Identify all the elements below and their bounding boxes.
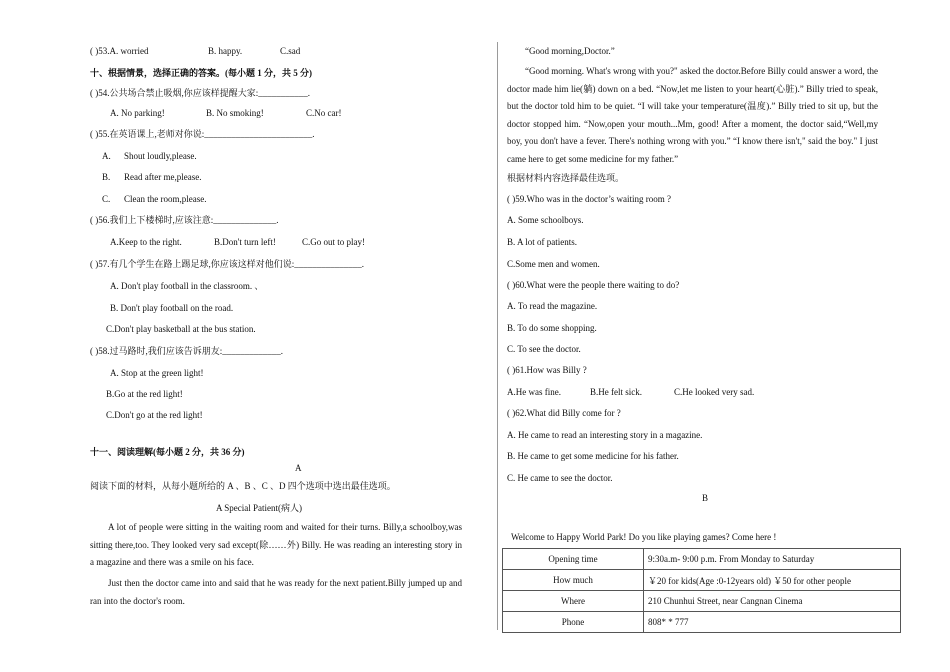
q55-option-a-text: Shout loudly,please.	[124, 151, 197, 161]
q60-stem: ( )60.What were the people there waiting to do?	[507, 280, 680, 290]
table-row	[503, 570, 901, 591]
park-info-table	[502, 548, 901, 633]
q53-option-c: C.sad	[280, 46, 301, 56]
q61-option-c: C.He looked very sad.	[674, 387, 755, 397]
section-10-heading: 十、根据情景，选择正确的答案。(每小题 1 分，共 5 分)	[90, 68, 312, 78]
q59-option-b: B. A lot of patients.	[507, 237, 578, 247]
table-key: Phone	[503, 612, 644, 633]
q62-option-c: C. He came to see the doctor.	[507, 473, 613, 483]
table-row	[503, 612, 901, 633]
q56-option-a: A.Keep to the right.	[110, 237, 182, 247]
passage-a-label: A	[295, 463, 302, 473]
q55-option-c-text: Clean the room,please.	[124, 194, 207, 204]
table-row	[503, 591, 901, 612]
section-11-heading: 十一、阅读理解(每小题 2 分，共 36 分)	[90, 447, 245, 457]
table-key: How much	[503, 570, 644, 591]
q58-option-a: A. Stop at the green light!	[110, 368, 204, 378]
q59-option-c: C.Some men and women.	[507, 259, 600, 269]
q55-option-b-text: Read after me,please.	[124, 172, 202, 182]
passage-a-paragraph-2: Just then the doctor came into and said that he was ready for the next patient.Billy jumped up and ran into the doctor's room.	[90, 578, 462, 606]
column-divider	[497, 42, 498, 630]
q54-option-a: A. No parking!	[110, 108, 165, 118]
questions-instruction: 根据材料内容选择最佳选项。	[507, 173, 625, 183]
passage-b-label: B	[702, 493, 709, 503]
q58-stem: ( )58.过马路时,我们应该告诉朋友:_____________.	[90, 346, 283, 356]
table-row	[503, 549, 901, 570]
passage-a-paragraph-1: A lot of people were sitting in the waiting room and waited for their turns. Billy,a schoolboy,was sitting there,too. They looked very sad except(除……外) Billy. He was reading an interesting story in a magazine and there was a smile on his face.	[90, 522, 462, 567]
q56-option-c: C.Go out to play!	[302, 237, 365, 247]
table-value: 210 Chunhui Street, near Cangnan Cinema	[644, 591, 901, 612]
q57-option-a: A. Don't play football in the classroom. 、	[110, 281, 264, 291]
q53-stem: ( )53.A. worried	[90, 46, 149, 56]
q55-option-b-letter: B.	[102, 172, 111, 182]
q61-stem: ( )61.How was Billy ?	[507, 365, 587, 375]
q62-option-b: B. He came to get some medicine for his father.	[507, 451, 679, 461]
q55-option-a-letter: A.	[102, 151, 111, 161]
q57-stem: ( )57.有几个学生在路上踢足球,你应该这样对他们说:_______________.	[90, 259, 364, 269]
table-key: Opening time	[503, 549, 644, 570]
q61-option-b: B.He felt sick.	[590, 387, 642, 397]
q55-option-c-letter: C.	[102, 194, 111, 204]
passage-title: A Special Patient(病人)	[216, 503, 302, 513]
passage-a-paragraph-3: “Good morning. What's wrong with you?" asked the doctor.Before Billy could answer a word, the doctor made him lie(躺) down on a bed. “Now,let me listen to your heart(心脏).” Billy tried to speak, but the doctor told him to be quiet. “I will take your temperature(温度).” Billy tried to sit up, but the doctor stopped him. “Now,open your mouth...Mm, good! After a moment, the doctor said,“Well,my boy, you don't have a fever. There's nothing wrong with you.” “I know there isn't," said the boy." I just came here to get some medicine for my father.”	[507, 66, 878, 164]
q56-option-b: B.Don't turn left!	[214, 237, 276, 247]
park-welcome: Welcome to Happy World Park! Do you like playing games? Come here !	[511, 532, 777, 542]
q54-option-b: B. No smoking!	[206, 108, 264, 118]
table-value: 808* * 777	[644, 612, 901, 633]
table-value: 9:30a.m- 9:00 p.m. From Monday to Saturday	[644, 549, 901, 570]
q58-option-b: B.Go at the red light!	[106, 389, 183, 399]
q53-option-b: B. happy.	[208, 46, 243, 56]
q59-option-a: A. Some schoolboys.	[507, 215, 584, 225]
q61-option-a: A.He was fine.	[507, 387, 561, 397]
q62-stem: ( )62.What did Billy come for ?	[507, 408, 621, 418]
q56-stem: ( )56.我们上下楼梯时,应该注意:______________.	[90, 215, 279, 225]
q54-option-c: C.No car!	[306, 108, 342, 118]
q60-option-b: B. To do some shopping.	[507, 323, 597, 333]
table-value: ￥20 for kids(Age :0-12years old) ￥50 for other people	[644, 570, 901, 591]
q55-stem: ( )55.在英语课上,老师对你说:________________________.	[90, 129, 315, 139]
greeting-line: “Good morning,Doctor.”	[525, 46, 615, 56]
table-key: Where	[503, 591, 644, 612]
q58-option-c: C.Don't go at the red light!	[106, 410, 203, 420]
q60-option-a: A. To read the magazine.	[507, 301, 598, 311]
q62-option-a: A. He came to read an interesting story in a magazine.	[507, 430, 703, 440]
q57-option-b: B. Don't play football on the road.	[110, 303, 234, 313]
q57-option-c: C.Don't play basketball at the bus station.	[106, 324, 256, 334]
reading-instruction: 阅读下面的材料，从每小题所给的 A 、B 、C 、D 四个选项中选出最佳选项。	[90, 481, 396, 491]
q60-option-c: C. To see the doctor.	[507, 344, 581, 354]
q59-stem: ( )59.Who was in the doctor’s waiting room ?	[507, 194, 672, 204]
q54-stem: ( )54.公共场合禁止吸烟,你应该样提醒大家:___________.	[90, 88, 310, 98]
